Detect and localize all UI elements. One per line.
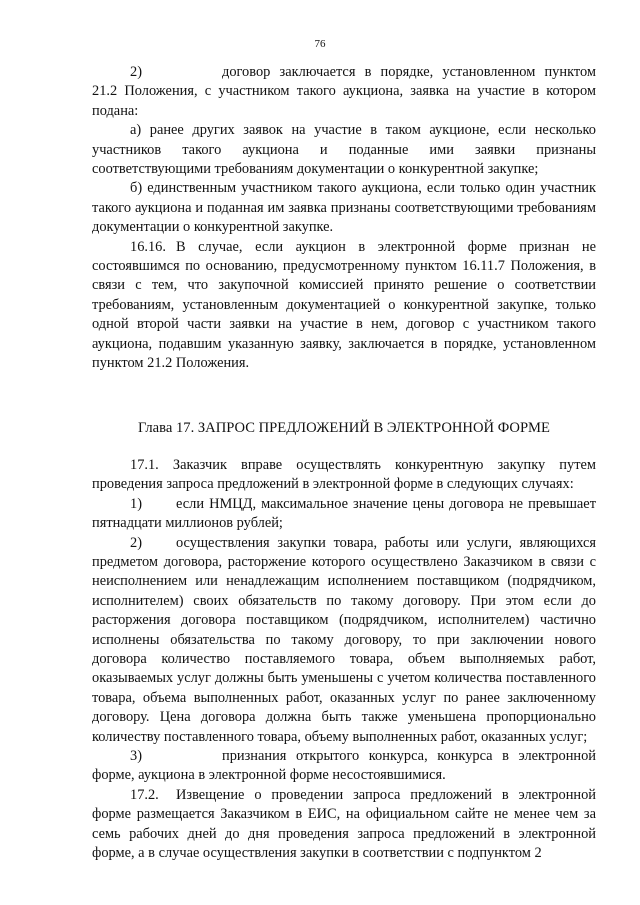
subparagraph-a: а) ранее других заявок на участие в таком аукционе, если несколько участников такого аукциона и поданные ими заявки признаны соответствующими требованиям документации о конкурентной закупке; [92,122,596,178]
list-item-1 [92,495,596,534]
item-text: признания открытого конкурса, конкурса в электронной форме, аукциона в электронной форме несостоявшимися. [92,748,596,784]
list-item-2 [92,534,596,747]
paragraph-item-2 [92,63,596,121]
subparagraph-b: б) единственным участником такого аукциона, если только один участник такого аукциона и поданная им заявка признаны соответствующими требованиям документации о конкурентной закупке. [92,180,596,236]
item-text: осуществления закупки товара, работы или услуги, являющихся предметом договора, расторжение которого осуществлено Заказчиком в связи с неисполнением или ненадлежащим исполнением поставщиком (подрядчиком, исполнителем) своих обязательств по такому договору. При этом если до расторжения договора поставщиком (подрядчиком, исполнителем) частично исполнены обязательства по такому договору, то при заключении нового договора количество поставляемого товара, объем выполняемых работ, оказываемых услуг должны быть уменьшены с учетом количества поставленного товара, объема выполненных работ, оказанных услуг по ранее заключенному договору. Цена договора должна быть также уменьшена пропорционально количеству поставленного товара, объему выполненных работ, оказанных услуг; [92,534,596,745]
paragraph-number: 16.16. [130,238,166,255]
paragraph-text: В случае, если аукцион в электронной форме признан не состоявшимся по основанию, предусмотренному пунктом 16.11.7 Положения, в связи с тем, что закупочной комиссией принято решение о соответствии требованиям, установленным документацией о конкурентной закупке, только одной второй части заявки на участие в нем, договор с участником такого аукциона, подавшим указанную заявку, заключается в порядке, установленном пунктом 21.2 Положения. [92,238,596,372]
item-number: 2) [130,534,142,551]
item-text: если НМЦД, максимальное значение цены договора не превышает пятнадцати миллионов рублей; [92,495,596,532]
paragraph-16-16 [92,238,596,374]
item-text: договор заключается в порядке, установленном пунктом 21.2 Положения, с участником такого аукциона, заявка на участие в котором подана: [92,64,596,119]
chapter-heading: Глава 17. ЗАПРОС ПРЕДЛОЖЕНИЙ В ЭЛЕКТРОННОЙ ФОРМЕ [138,419,550,436]
paragraph-number: 17.2. [130,786,159,803]
page-number: 76 [314,38,326,50]
paragraph-text: Извещение о проведении запроса предложений в электронной форме размещается Заказчиком в ЕИС, на официальном сайте не менее чем за семь рабочих дней до дня проведения запроса предложений в электронной форме, а в случае осуществления закупки в соответствии с подпунктом 2 [92,786,596,862]
item-number: 3) [130,748,142,764]
paragraph-17-2 [92,786,596,864]
item-number: 1) [130,495,142,512]
item-number: 2) [130,64,142,80]
document-body [92,63,596,863]
list-item-3 [92,747,596,786]
paragraph-17-1: 17.1. Заказчик вправе осуществлять конкурентную закупку путем проведения запроса предложений в электронной форме в следующих случаях: [92,456,596,493]
